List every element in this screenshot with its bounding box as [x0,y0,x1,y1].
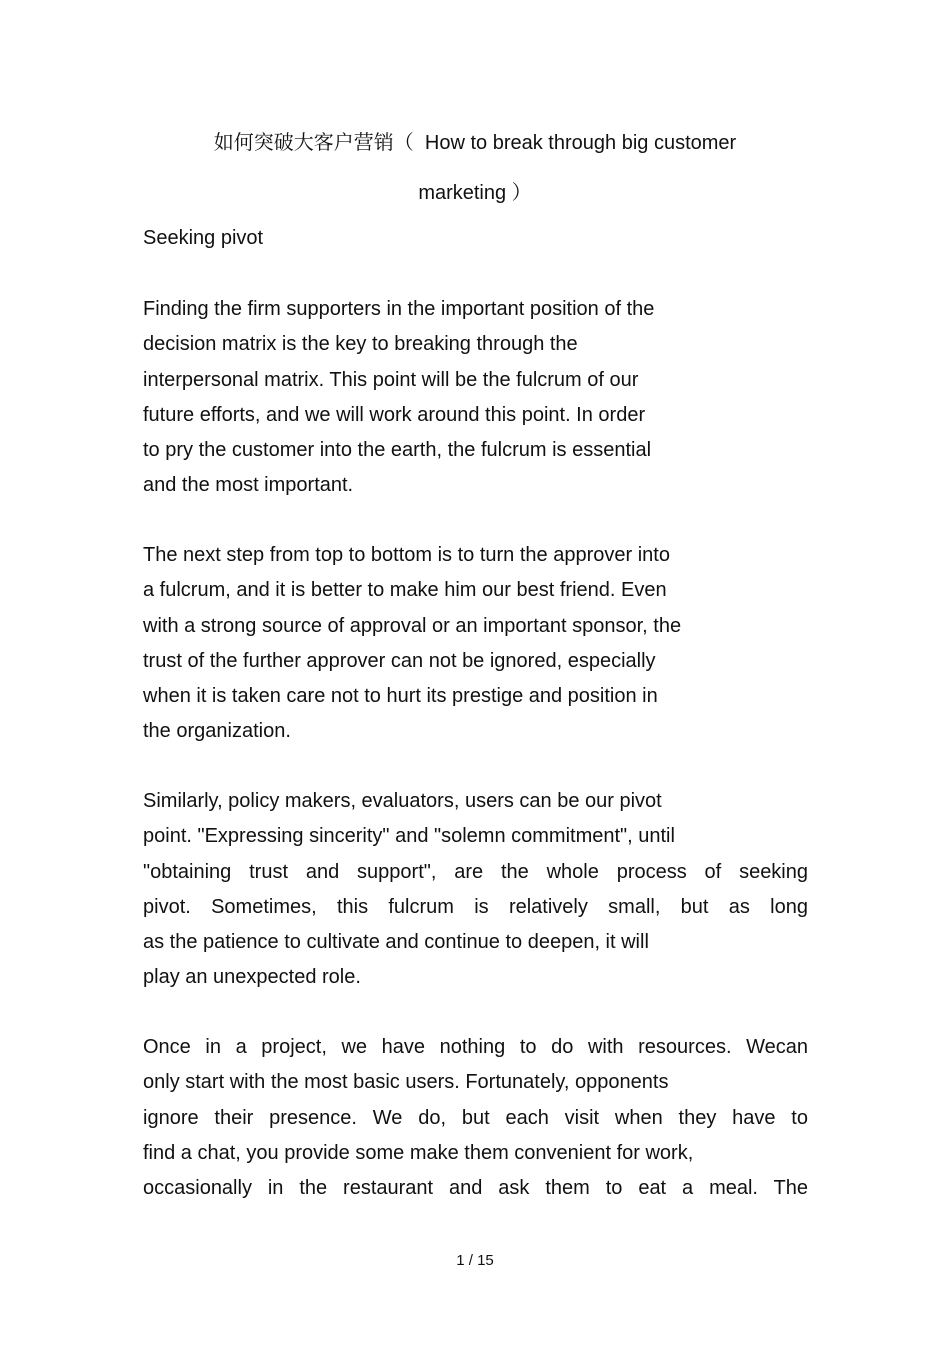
paragraph-3 [143,789,808,1001]
paragraph-line: with a strong source of approval or an important sponsor, the [143,614,682,637]
document-title-line-1 [0,130,950,155]
paragraph-line: occasionally in the restaurant and ask them to eat a meal. The [143,1177,808,1200]
paragraph-line: point. "Expressing sincerity" and "solemn commitment", until [143,825,675,848]
paragraph-line: pivot. Sometimes, this fulcrum is relatively small, but as long [143,895,808,918]
paragraph-line: The next step from top to bottom is to turn the approver into [143,544,670,566]
paragraph-4 [143,1035,808,1211]
paragraph-line: as the patience to cultivate and continue to deepen, it will [143,931,649,954]
title-english-part-1: How to break through big customer [424,132,737,154]
paragraph-line: and the most important. [143,474,354,497]
paragraph-line: interpersonal matrix. This point will be the fulcrum of our [143,368,639,391]
paragraph-line: "obtaining trust and support", are the whole process of seeking [143,860,808,883]
paragraph-line: play an unexpected role. [143,966,361,989]
paragraph-line: to pry the customer into the earth, the fulcrum is essential [143,439,652,462]
paragraph-line: future efforts, and we will work around this point. In order [143,403,646,426]
paragraph-line: the organization. [143,720,291,743]
paragraph-1 [143,297,808,509]
paragraph-line: only start with the most basic users. Fortunately, opponents [143,1071,669,1094]
paragraph-2 [143,543,808,755]
paragraph-line: a fulcrum, and it is better to make him our best friend. Even [143,579,667,602]
section-heading: Seeking pivot [143,227,264,249]
document-title-line-2 [0,181,950,205]
paragraph-line: ignore their presence. We do, but each visit when they have to [143,1106,808,1129]
title-english-part-2: marketing ） [418,182,532,204]
paragraph-line: Finding the firm supporters in the important position of the [143,298,655,320]
title-chinese: 如何突破大客户营销（ [213,130,414,154]
paragraph-line: when it is taken care not to hurt its prestige and position in [143,685,658,708]
paragraph-line: trust of the further approver can not be ignored, especially [143,649,656,672]
page-indicator: 1 / 15 [456,1252,494,1269]
paragraph-line: find a chat, you provide some make them convenient for work, [143,1141,694,1164]
paragraph-line: decision matrix is the key to breaking through the [143,333,578,356]
paragraph-line: Similarly, policy makers, evaluators, users can be our pivot [143,790,662,812]
paragraph-line: Once in a project, we have nothing to do with resources. Wecan [143,1036,808,1058]
